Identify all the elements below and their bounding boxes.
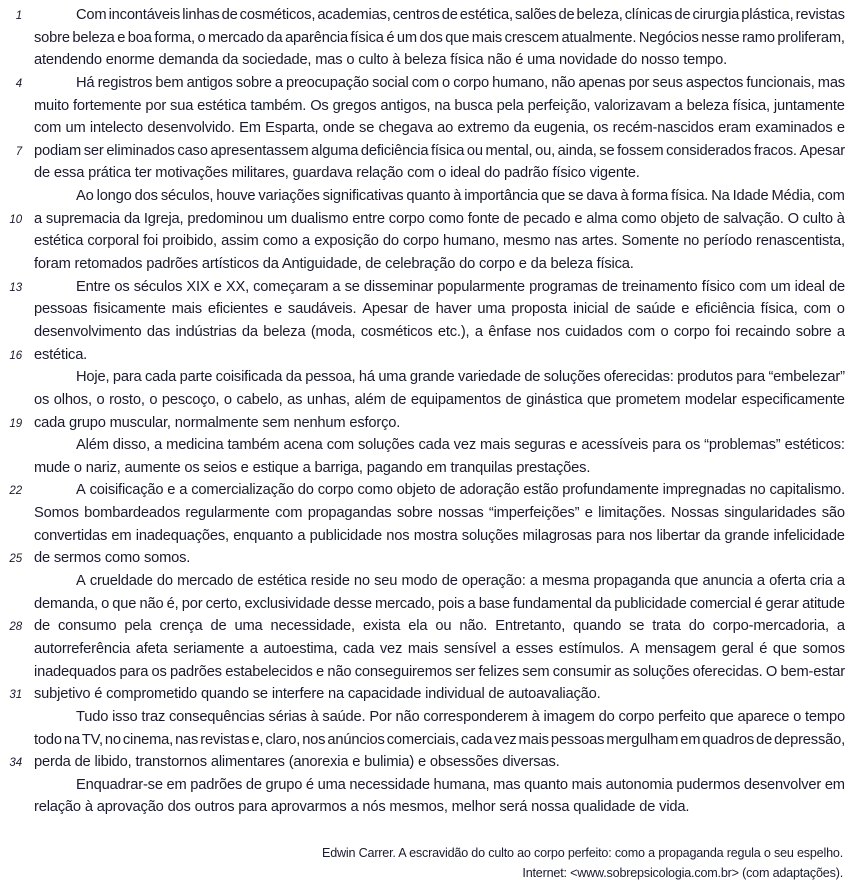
passage-line <box>0 661 845 684</box>
line-text: podiam ser eliminados caso apresentassem alguma deficiência física ou mental, ou, ainda, se fossem considerados fracos. Apesar <box>34 142 845 159</box>
passage-line <box>0 140 845 163</box>
line-text: muito fortemente por sua estética também. Os gregos antigos, na busca pela perfeição, valorizavam a beleza física, juntamente <box>34 97 845 114</box>
line-text: mude o nariz, aumente os seios e estique a barriga, pagando em tranquilas prestações. <box>34 459 591 476</box>
line-text: inadequados para os padrões estabelecidos e não conseguiremos ser felizes sem consumir as soluções oferecidas. O bem-estar <box>34 663 845 680</box>
passage-line <box>0 230 845 253</box>
passage-line <box>0 321 845 344</box>
line-text: Enquadrar-se em padrões de grupo é uma necessidade humana, mas quanto mais autonomia pudermos desenvolver em <box>76 776 845 793</box>
passage-line <box>0 72 845 95</box>
line-number: 22 <box>9 485 22 498</box>
line-number: 1 <box>15 10 22 22</box>
passage-line <box>0 796 845 819</box>
line-text: os olhos, o rosto, o pescoço, o cabelo, as unhas, além de equipamentos de ginástica que prometem modelar especificamente <box>34 391 845 408</box>
line-text: Somos bombardeados regularmente com propagandas sobre nossas “imperfeições” e limitações. Nossas singularidades são <box>34 505 845 522</box>
line-text: de consumo pela crença de uma necessidade, exista ela ou não. Entretanto, quando se trata do corpo-mercadoria, a <box>34 618 845 635</box>
line-text: estética corporal foi proibido, assim como a exposição do corpo humano, mesmo nas artes. Somente no período renascentista, <box>34 233 845 250</box>
line-number: 28 <box>9 621 22 634</box>
line-text: Hoje, para cada parte coisificada da pessoa, há uma grande variedade de soluções oferecidas: produtos para “embelezar” <box>76 369 845 386</box>
passage-line <box>0 344 845 367</box>
line-text: Há registros bem antigos sobre a preocupação social com o corpo humano, não apenas por seus aspectos funcionais, mas <box>76 74 845 91</box>
line-text: com um intelecto desenvolvido. Em Esparta, onde se chegava ao extremo da eugenia, os recém-nascidos eram examinados e <box>34 120 845 137</box>
passage-line <box>0 412 845 435</box>
line-number: 16 <box>9 349 22 362</box>
passage-line <box>0 457 845 480</box>
line-text: atendendo enorme demanda da sociedade, mas o culto à beleza física não é uma novidade do nosso tempo. <box>34 52 728 69</box>
passage-line <box>0 525 845 548</box>
line-number: 34 <box>9 757 22 770</box>
line-text: Tudo isso traz consequências sérias à saúde. Por não corresponderem à imagem do corpo perfeito que aparece o tempo <box>76 708 845 725</box>
line-text: de essa prática ter motivações militares, guardava relação com o ideal do padrão físico vigente. <box>34 165 640 182</box>
passage-line <box>0 27 845 50</box>
source-attribution <box>0 843 845 883</box>
line-text: todo na TV, no cinema, nas revistas e, claro, nos anúncios comerciais, cada vez mais pessoas mergulham em quadros de depressão, <box>34 731 845 748</box>
passage-body <box>0 4 845 819</box>
line-text: desenvolvimento das indústrias da beleza (moda, cosméticos etc.), a ênfase nos cuidados com o corpo foi recaindo sobre a <box>34 323 845 340</box>
passage-line <box>0 253 845 276</box>
line-number: 4 <box>15 77 22 90</box>
passage-line <box>0 502 845 525</box>
line-text: A crueldade do mercado de estética reside no seu modo de operação: a mesma propaganda que anuncia a oferta cria a <box>76 573 845 590</box>
line-text: foram retomados padrões artísticos da Antiguidade, de celebração do corpo e da beleza física. <box>34 256 634 273</box>
passage-line <box>0 434 845 457</box>
passage-line <box>0 49 845 72</box>
line-text: pessoas fisicamente mais eficientes e saudáveis. Apesar de haver uma proposta inicial de saúde e eficiência física, com o <box>34 301 845 318</box>
passage-line <box>0 366 845 389</box>
passage-line <box>0 638 845 661</box>
passage-line <box>0 729 845 752</box>
line-text: demanda, o que não é, por certo, exclusividade desse mercado, pois a base fundamental da publicidade comercial é gerar atitude <box>34 595 845 612</box>
passage-line <box>0 547 845 570</box>
line-text: A coisificação e a comercialização do corpo como objeto de adoração estão profundamente impregnadas no capitalismo. <box>76 482 845 499</box>
passage-line <box>0 479 845 502</box>
line-text: cada grupo muscular, normalmente sem nenhum esforço. <box>34 414 401 431</box>
line-number: 31 <box>9 689 22 702</box>
passage-line <box>0 389 845 412</box>
line-number: 13 <box>9 281 22 294</box>
passage-line <box>0 774 845 797</box>
line-number: 19 <box>9 417 22 430</box>
passage-line <box>0 185 845 208</box>
line-text: Entre os séculos XIX e XX, começaram a se disseminar popularmente programas de treinamento físico com um ideal de <box>76 278 845 295</box>
attribution-line-2: Internet: <www.sobrepsicologia.com.br> (com adaptações). <box>522 866 843 881</box>
line-text: Ao longo dos séculos, houve variações significativas quanto à importância que se dava à forma física. Na Idade Média, com <box>76 188 845 205</box>
passage-line <box>0 683 845 706</box>
passage-line <box>0 95 845 118</box>
attribution-line-1: Edwin Carrer. A escravidão do culto ao corpo perfeito: como a propaganda regula o seu espelho. <box>322 846 843 861</box>
line-text: Além disso, a medicina também acena com soluções cada vez mais seguras e acessíveis para os “problemas” estéticos: <box>76 437 845 454</box>
passage-line <box>0 593 845 616</box>
passage-line <box>0 4 845 27</box>
line-number: 10 <box>9 213 22 226</box>
line-text: sobre beleza e boa forma, o mercado da aparência física é um dos que mais crescem atualmente. Negócios nesse ramo proliferam, <box>34 29 845 46</box>
line-text: subjetivo é comprometido quando se interfere na capacidade individual de autoavaliação. <box>34 686 601 703</box>
passage-line <box>0 706 845 729</box>
line-number: 7 <box>15 145 22 158</box>
line-text: de sermos como somos. <box>34 550 191 567</box>
passage-line <box>0 117 845 140</box>
line-text: convertidas em inadequações, enquanto a publicidade nos mostra soluções milagrosas para nos libertar da grande infelicidade <box>34 527 845 544</box>
line-text: Com incontáveis linhas de cosméticos, academias, centros de estética, salões de beleza, clínicas de cirurgia plástica, revistas <box>76 7 845 23</box>
passage-line <box>0 615 845 638</box>
line-text: relação à aprovação dos outros para aprovarmos a nós mesmos, melhor será nossa qualidade de vida. <box>34 799 690 816</box>
line-text: perda de libido, transtornos alimentares (anorexia e bulimia) e obsessões diversas. <box>34 754 560 771</box>
line-text: autorreferência afeta seriamente a autoestima, cada vez mais sensível a esses estímulos. A mensagem geral é que somos <box>34 640 845 657</box>
line-text: a supremacia da Igreja, predominou um dualismo entre corpo como fonte de pecado e alma como objeto de salvação. O culto à <box>34 210 845 227</box>
passage-line <box>0 298 845 321</box>
passage-line <box>0 570 845 593</box>
passage-line <box>0 162 845 185</box>
passage-line <box>0 208 845 231</box>
line-text: estética. <box>34 346 88 363</box>
passage-line <box>0 751 845 774</box>
passage-line <box>0 276 845 299</box>
line-number: 25 <box>9 553 22 566</box>
